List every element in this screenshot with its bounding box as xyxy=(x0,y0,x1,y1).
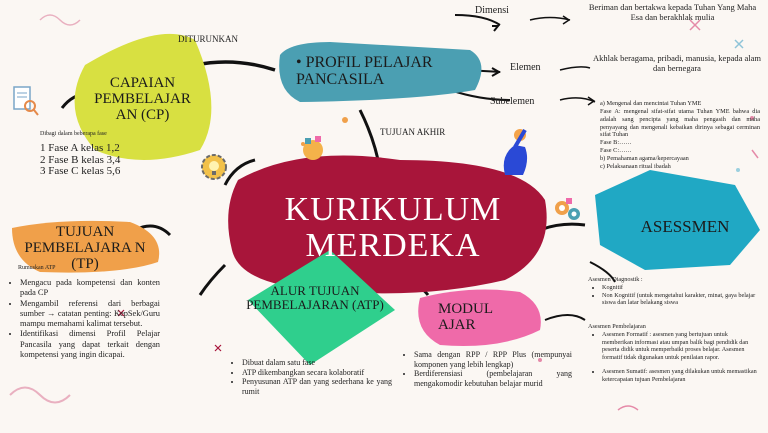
capaian-item: 2 Fase B kelas 3,4 xyxy=(40,153,121,166)
subelemen-line: Fase C:…… xyxy=(600,147,632,155)
subelemen-line: b) Pemahaman agama/kepercayaan xyxy=(600,155,689,163)
capaian-item: 1 Fase A kelas 1,2 xyxy=(40,142,120,154)
asesmen-diagnostik xyxy=(588,276,760,307)
asesmen-diag-title: Asesmen Diagnostik : xyxy=(588,276,643,283)
tujuan-title: TUJUAN PEMBELAJARA N (TP) xyxy=(24,224,146,272)
modul-list xyxy=(404,350,572,388)
profil-dimensi-label: Dimensi xyxy=(475,5,509,16)
asesmen-title: ASESSMEN xyxy=(640,217,730,236)
modul-item: • Berdiferensiasi (pembelajaran yang mengakomodir kebutuhan belajar murid xyxy=(414,369,572,388)
asesmen-diag-item: • Kognitif xyxy=(602,284,760,292)
atp-item: • Penyusunan ATP dan yang sederhana ke yang rumit xyxy=(242,377,392,396)
tujuan-list xyxy=(10,278,160,360)
subelemen-line: c) Pelaksanaan ritual ibadah xyxy=(600,162,671,170)
label-diturunkan: DITURUNKAN xyxy=(178,34,238,44)
profil-dimensi-text: Beriman dan bertakwa kepada Tuhan Yang Maha Esa dan berakhlak mulia xyxy=(588,2,757,23)
tujuan-note: Rumuskan ATP xyxy=(18,265,56,271)
tujuan-item: • Identifikasi dimensi Profil Pelajar Pancasila yang dapat terkait dengan kompetensi yang ingin dicapai. xyxy=(20,329,160,360)
asesmen-pemb-title: Asesmen Pembelajaran xyxy=(588,323,646,330)
tujuan-item: • Mengacu pada kompetensi dan konten pada CP xyxy=(20,278,160,299)
bullet-icon: • xyxy=(296,54,306,71)
capaian-list xyxy=(40,143,120,178)
atp-list xyxy=(232,358,392,396)
capaian-item: 3 Fase C kelas 5,6 xyxy=(40,165,121,178)
asesmen-pemb-item: • Asesmen Formatif : asesmen yang bertujuan untuk memberikan informasi atau umpan balik bagi pendidik dan peserta didik untuk memperbaiki proses belajar. Asesmen formatif tidak digunakan untuk penilaian rapor. xyxy=(602,331,760,362)
profil-subelemen-label: Subelemen xyxy=(490,96,535,107)
tujuan-item: • Mengambil referensi dari berbagai sumber → catatan penting: KepSek/Guru mampu memahami kalimat tersebut. xyxy=(20,299,160,330)
graduation-head-icon xyxy=(295,130,331,166)
profil-title-text: PROFIL PELAJAR PANCASILA xyxy=(296,54,433,88)
person-reaching-icon xyxy=(485,125,535,177)
profil-elemen-text: Akhlak beragama, pribadi, manusia, kepada alam dan bernegara xyxy=(592,53,762,74)
subelemen-line: Fase B:…… xyxy=(600,139,632,147)
center-title: KURIKULUM MERDEKA xyxy=(284,191,502,264)
profil-subelemen-text xyxy=(600,100,760,171)
subelemen-line: a) Mengenal dan mencintai Tuhan YME xyxy=(600,100,702,107)
atp-item: • Dibuat dalam satu fase xyxy=(242,358,392,368)
asesmen-pembelajaran xyxy=(588,323,760,383)
atp-title: ALUR TUJUAN PEMBELAJARAN (ATP) xyxy=(246,283,384,312)
document-search-icon xyxy=(12,85,40,117)
gears-icon xyxy=(552,196,582,224)
profil-elemen-label: Elemen xyxy=(510,62,541,73)
atp-item: • ATP dikembangkan secara kolaboratif xyxy=(242,368,392,378)
gear-bulb-icon xyxy=(197,150,231,184)
modul-title: MODUL AJAR xyxy=(438,301,493,333)
asesmen-diag-item: • Non Kognitif (untuk mengetahui karakter, minat, gaya belajar siswa dan latar belakang siswa xyxy=(602,292,760,308)
profil-title xyxy=(296,55,486,89)
label-tujuan-akhir: TUJUAN AKHIR xyxy=(380,127,446,137)
asesmen-pemb-item: • Asesmen Sumatif: asesmen yang dilakukan untuk memastikan ketercapaian tujuan Pembelajaran xyxy=(602,368,760,384)
capaian-note: Dibagi dalam beberapa fase xyxy=(40,131,107,137)
modul-item: • Sama dengan RPP / RPP Plus (mempunyai komponen yang lebih lengkap) xyxy=(414,350,572,369)
subelemen-line: Fase A: mengenal sifat-sifat utama Tuhan YME bahwa dia adalah sang pencipta yang maha pengasih dan maha penyayang dan mengenali kebaikan dirinya sebagai cerminan sifat Tuhan xyxy=(600,107,760,139)
capaian-title: CAPAIAN PEMBELAJAR AN (CP) xyxy=(94,75,191,123)
